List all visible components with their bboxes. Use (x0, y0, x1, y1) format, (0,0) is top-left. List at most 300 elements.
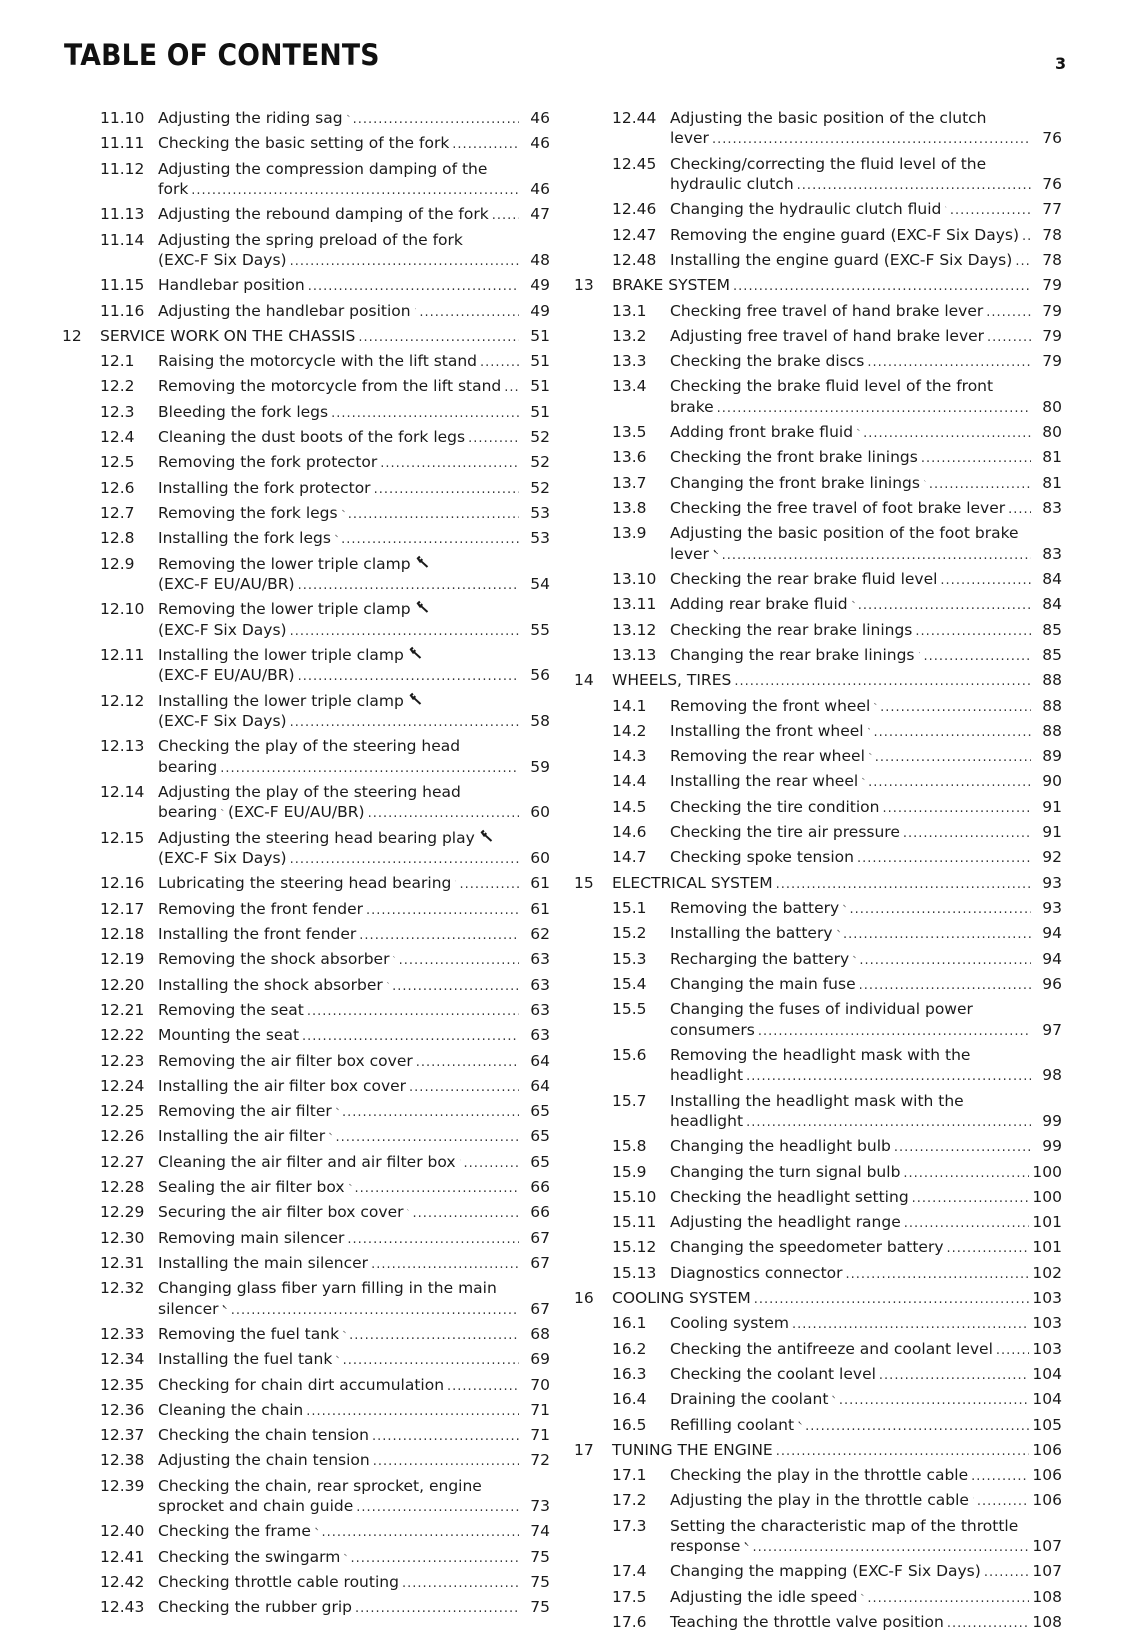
wrench-icon (869, 747, 872, 761)
entry-number: 15.12 (612, 1238, 657, 1257)
entry-number: 15.2 (612, 924, 647, 943)
toc-entry[interactable] (574, 847, 1062, 869)
dot-leader (231, 1301, 519, 1321)
entry-page: 78 (1042, 225, 1062, 244)
toc-entry[interactable] (574, 498, 1062, 520)
entry-number: 12.20 (100, 975, 145, 994)
entry-page: 79 (1042, 301, 1062, 320)
entry-title: (EXC-F Six Days) (158, 620, 287, 639)
dot-leader (733, 277, 1031, 297)
toc-entry[interactable] (574, 1237, 1062, 1259)
entry-number: 12.9 (100, 554, 135, 573)
entry-number: 17.2 (612, 1491, 647, 1510)
toc-entry[interactable] (574, 1313, 1062, 1335)
toc-entry[interactable] (574, 721, 1062, 743)
entry-title: Checking free travel of hand brake lever (670, 301, 984, 320)
toc-entry[interactable] (574, 771, 1062, 793)
entry-number: 13.11 (612, 595, 657, 614)
dot-leader (867, 353, 1031, 373)
entry-title: Checking the tire air pressure (670, 823, 900, 842)
toc-entry[interactable] (62, 402, 550, 424)
entry-page: 73 (530, 1497, 550, 1516)
dot-leader (776, 875, 1031, 895)
entry-title: bearing (158, 757, 218, 776)
entry-number: 12.19 (100, 950, 145, 969)
dot-leader (307, 1002, 519, 1022)
toc-entry[interactable] (574, 594, 1062, 616)
wrench-icon (336, 1102, 339, 1116)
toc-entry[interactable] (574, 1091, 1062, 1134)
toc-entry[interactable] (574, 999, 1062, 1042)
entry-title: Installing the lower triple clamp (158, 691, 404, 710)
entry-title: Checking the rear brake fluid level (670, 570, 938, 589)
entry-title: Checking the coolant level (670, 1364, 876, 1383)
entry-title: Recharging the battery (670, 949, 850, 968)
toc-entry[interactable] (574, 822, 1062, 844)
toc-entry[interactable] (62, 1253, 550, 1275)
entry-number: 12.35 (100, 1375, 145, 1394)
entry-page: 74 (530, 1522, 550, 1541)
dot-leader (850, 900, 1031, 920)
toc-entry[interactable] (62, 645, 550, 688)
entry-number: 17.1 (612, 1466, 647, 1485)
toc-entry[interactable] (574, 376, 1062, 419)
entry-page: 99 (1042, 1111, 1062, 1130)
entry-page: 79 (1042, 352, 1062, 371)
entry-number: 12.18 (100, 925, 145, 944)
dot-leader (290, 622, 519, 642)
toc-entry[interactable] (62, 351, 550, 373)
entry-number: 15.3 (612, 949, 647, 968)
toc-entry[interactable] (574, 447, 1062, 469)
toc-entry[interactable] (574, 1389, 1062, 1411)
toc-entry[interactable] (62, 230, 550, 273)
toc-entry[interactable] (574, 923, 1062, 945)
dot-leader (412, 1204, 519, 1224)
entry-number: 12.26 (100, 1127, 145, 1146)
toc-entry[interactable] (574, 154, 1062, 197)
toc-section[interactable] (574, 275, 1062, 297)
toc-entry[interactable] (574, 1162, 1062, 1184)
toc-entry[interactable] (574, 1561, 1062, 1583)
entry-page: 60 (530, 849, 550, 868)
toc-entry[interactable] (62, 1076, 550, 1098)
toc-entry[interactable] (62, 1278, 550, 1321)
entry-number: 12.29 (100, 1203, 145, 1222)
toc-entry[interactable] (574, 645, 1062, 667)
toc-section[interactable] (574, 873, 1062, 895)
toc-entry[interactable] (62, 503, 550, 525)
dot-leader (929, 475, 1031, 495)
dot-leader (298, 576, 519, 596)
page-number: 3 (1055, 54, 1067, 73)
toc-entry[interactable] (62, 1228, 550, 1250)
toc-entry[interactable] (62, 1000, 550, 1022)
wrench-icon (329, 1127, 332, 1141)
toc-section[interactable] (574, 1440, 1062, 1462)
entry-title: Checking the tire condition (670, 797, 880, 816)
dot-leader (331, 404, 519, 424)
toc-section[interactable] (62, 326, 550, 348)
dot-leader (356, 1498, 519, 1518)
dot-leader (879, 1366, 1029, 1386)
wrench-icon (837, 924, 840, 938)
dot-leader (374, 480, 519, 500)
wrench-icon (222, 1300, 227, 1314)
entry-page: 63 (530, 1026, 550, 1045)
toc-entry[interactable] (62, 1521, 550, 1543)
dot-leader (904, 1214, 1030, 1234)
entry-page: 70 (530, 1375, 550, 1394)
wrench-icon (415, 302, 417, 316)
entry-title: Checking spoke tension (670, 848, 854, 867)
dot-leader (903, 1164, 1029, 1184)
entry-title: Installing the lower triple clamp (158, 645, 404, 664)
entry-number: 12.11 (100, 645, 145, 664)
toc-entry[interactable] (62, 452, 550, 474)
entry-title: Installing the main silencer (158, 1253, 369, 1272)
entry-number: 13.13 (612, 645, 657, 664)
entry-number: 12.8 (100, 529, 135, 548)
entry-number: 12.24 (100, 1076, 145, 1095)
entry-page: 61 (530, 899, 550, 918)
entry-page: 76 (1042, 175, 1062, 194)
entry-number: 12.17 (100, 899, 145, 918)
toc-entry[interactable] (574, 351, 1062, 373)
dot-leader (335, 1128, 519, 1148)
toc-entry[interactable] (62, 1202, 550, 1224)
toc-entry[interactable] (62, 1025, 550, 1047)
wrench-icon (460, 1153, 461, 1167)
entry-page: 79 (1042, 326, 1062, 345)
toc-entry[interactable] (574, 569, 1062, 591)
entry-page: 64 (530, 1076, 550, 1095)
entry-page: 83 (1042, 544, 1062, 563)
dot-leader (859, 951, 1031, 971)
entry-title: Checking the headlight setting (670, 1187, 909, 1206)
dot-leader (1015, 252, 1031, 272)
entry-title: Removing the motorcycle from the lift stand (158, 377, 502, 396)
toc-entry[interactable] (62, 1177, 550, 1199)
wrench-icon (393, 950, 395, 964)
dot-leader (752, 1538, 1029, 1558)
wrench-icon (415, 600, 430, 614)
wrench-icon (407, 1203, 409, 1217)
toc-entry[interactable] (62, 924, 550, 946)
toc-entry[interactable] (62, 1400, 550, 1422)
dot-leader (343, 1351, 519, 1371)
toc-entry[interactable] (574, 1187, 1062, 1209)
toc-entry[interactable] (62, 1324, 550, 1346)
entry-title: Removing the battery (670, 898, 840, 917)
entry-title: bearing (158, 803, 218, 822)
toc-entry[interactable] (574, 1587, 1062, 1609)
dot-leader (792, 1315, 1029, 1335)
toc-entry[interactable] (62, 1375, 550, 1397)
entry-title: headlight (670, 1111, 744, 1130)
entry-page: 108 (1032, 1587, 1062, 1606)
toc-entry[interactable] (62, 1425, 550, 1447)
entry-number: 12.25 (100, 1102, 145, 1121)
toc-entry[interactable] (62, 478, 550, 500)
toc-entry[interactable] (62, 949, 550, 971)
entry-number: 12.47 (612, 225, 657, 244)
toc-entry[interactable] (62, 1152, 550, 1174)
entry-title: Refilling coolant (670, 1415, 795, 1434)
entry-title: Checking the brake discs (670, 352, 865, 371)
entry-title: Lubricating the steering head bearing (158, 874, 452, 893)
entry-page: 108 (1032, 1612, 1062, 1631)
toc-entry[interactable] (574, 974, 1062, 996)
toc-entry[interactable] (574, 1612, 1062, 1634)
dot-leader (308, 277, 519, 297)
entry-number: 14.4 (612, 772, 647, 791)
toc-entry[interactable] (62, 828, 550, 871)
toc-entry[interactable] (574, 696, 1062, 718)
toc-entry[interactable] (574, 1212, 1062, 1234)
dot-leader (468, 429, 519, 449)
toc-entry[interactable] (574, 1465, 1062, 1487)
toc-section[interactable] (574, 670, 1062, 692)
toc-entry[interactable] (574, 746, 1062, 768)
entry-title: Cleaning the dust boots of the fork legs (158, 428, 466, 447)
toc-entry[interactable] (574, 949, 1062, 971)
dot-leader (875, 748, 1031, 768)
toc-entry[interactable] (62, 1547, 550, 1569)
entry-title: Adding rear brake fluid (670, 595, 848, 614)
toc-entry[interactable] (574, 1045, 1062, 1088)
entry-title: Adjusting the rebound damping of the fork (158, 205, 489, 224)
entry-page: 51 (530, 402, 550, 421)
dot-leader (977, 1492, 1030, 1512)
toc-entry[interactable] (574, 523, 1062, 566)
dot-leader (306, 1402, 519, 1422)
entry-page: 107 (1032, 1562, 1062, 1581)
dot-leader (971, 1467, 1029, 1487)
entry-page: 63 (530, 975, 550, 994)
dot-leader (894, 1138, 1031, 1158)
toc-entry[interactable] (574, 898, 1062, 920)
entry-page: 69 (530, 1350, 550, 1369)
toc-entry[interactable] (62, 554, 550, 597)
entry-page: 80 (1042, 397, 1062, 416)
toc-entry[interactable] (62, 691, 550, 734)
toc-entry[interactable] (62, 133, 550, 155)
entry-page: 49 (530, 276, 550, 295)
dot-leader (402, 1574, 519, 1594)
dot-leader (460, 875, 520, 895)
wrench-icon (342, 504, 345, 518)
toc-entry[interactable] (62, 376, 550, 398)
entry-number: 13.12 (612, 620, 657, 639)
toc-entry[interactable] (62, 599, 550, 642)
entry-title: silencer (158, 1299, 219, 1318)
wrench-icon (455, 874, 456, 888)
wrench-icon (798, 1416, 802, 1430)
entry-title: Removing the front wheel (670, 696, 871, 715)
entry-number: 12.4 (100, 428, 135, 447)
toc-entry[interactable] (574, 225, 1062, 247)
toc-entry[interactable] (62, 1572, 550, 1594)
entry-title: Adjusting the basic position of the foot brake (670, 524, 1019, 543)
entry-title: Adjusting the spring preload of the fork (158, 230, 463, 249)
toc-entry[interactable] (62, 873, 550, 895)
page-title: TABLE OF CONTENTS (64, 38, 380, 72)
entry-title: hydraulic clutch (670, 175, 794, 194)
entry-title: Changing the turn signal bulb (670, 1162, 901, 1181)
entry-page: 63 (530, 950, 550, 969)
toc-section[interactable] (574, 1288, 1062, 1310)
toc-entry[interactable] (62, 275, 550, 297)
entry-page: 96 (1042, 974, 1062, 993)
entry-number: 11.14 (100, 230, 145, 249)
entry-page: 59 (530, 757, 550, 776)
dot-leader (712, 130, 1031, 150)
entry-page: 101 (1032, 1238, 1062, 1257)
dot-leader (302, 1027, 519, 1047)
toc-entry[interactable] (62, 782, 550, 825)
entry-title: fork (158, 180, 189, 198)
entry-number: 17.3 (612, 1516, 647, 1535)
toc-entry[interactable] (62, 204, 550, 226)
toc-entry[interactable] (574, 1136, 1062, 1158)
entry-title: Setting the characteristic map of the throttle (670, 1516, 1019, 1535)
entry-title: Draining the coolant (670, 1390, 829, 1409)
toc-entry[interactable] (62, 1597, 550, 1619)
toc-entry[interactable] (574, 1516, 1062, 1559)
toc-entry[interactable] (62, 736, 550, 779)
toc-entry[interactable] (62, 1450, 550, 1472)
dot-leader (452, 135, 519, 155)
dot-leader (857, 849, 1031, 869)
toc-entry[interactable] (574, 422, 1062, 444)
entry-title: consumers (670, 1020, 755, 1039)
wrench-icon (857, 423, 860, 437)
toc-entry[interactable] (62, 427, 550, 449)
entry-page: 60 (530, 803, 550, 822)
dot-leader (758, 1022, 1031, 1042)
entry-title: Adjusting the headlight range (670, 1213, 901, 1232)
toc-entry[interactable] (574, 199, 1062, 221)
wrench-icon (408, 646, 423, 660)
entry-title: Checking/correcting the fluid level of the (670, 154, 987, 173)
entry-number: 12.14 (100, 783, 145, 802)
dot-leader (371, 1255, 519, 1275)
wrench-icon (349, 1178, 352, 1192)
toc-entry[interactable] (574, 250, 1062, 272)
toc-entry[interactable] (62, 1051, 550, 1073)
toc-entry[interactable] (574, 326, 1062, 348)
entry-title: Adding front brake fluid (670, 423, 854, 442)
dot-leader (873, 723, 1031, 743)
wrench-icon (843, 899, 846, 913)
entry-number: 12.30 (100, 1228, 145, 1247)
entry-number: 15.5 (612, 1000, 647, 1019)
entry-page: 47 (530, 205, 550, 224)
toc-entry[interactable] (574, 473, 1062, 495)
entry-number: 12.48 (612, 251, 657, 269)
entry-number: 12.6 (100, 478, 135, 497)
toc-entry[interactable] (574, 301, 1062, 323)
toc-entry[interactable] (62, 159, 550, 202)
entry-number: 12.41 (100, 1547, 145, 1566)
entry-page: 100 (1032, 1162, 1062, 1181)
entry-title: Checking the basic setting of the fork (158, 134, 450, 153)
toc-entry[interactable] (574, 1364, 1062, 1386)
entry-number: 13.1 (612, 301, 647, 320)
entry-page: 68 (530, 1324, 550, 1343)
entry-number: 17.4 (612, 1562, 647, 1581)
toc-entry[interactable] (574, 620, 1062, 642)
dot-leader (353, 110, 519, 130)
entry-title: Installing the fork protector (158, 478, 371, 497)
toc-entry[interactable] (62, 1101, 550, 1123)
toc-entry[interactable] (62, 108, 550, 130)
entry-page: 67 (530, 1253, 550, 1272)
toc-entry[interactable] (62, 975, 550, 997)
toc-entry[interactable] (62, 1126, 550, 1148)
entry-title: Installing the headlight mask with the (670, 1091, 964, 1110)
entry-number: 12.27 (100, 1152, 145, 1171)
entry-title: Removing the shock absorber (158, 950, 390, 969)
wrench-icon (415, 555, 430, 569)
toc-entry[interactable] (62, 899, 550, 921)
toc-entry[interactable] (574, 1263, 1062, 1285)
entry-number: 11.12 (100, 159, 145, 178)
entry-number: 12.7 (100, 503, 135, 522)
entry-number: 14 (574, 671, 594, 690)
entry-number: 12.43 (100, 1598, 145, 1617)
entry-title: Removing the front fender (158, 899, 363, 918)
entry-number: 12.21 (100, 1000, 145, 1019)
entry-title: Installing the fork legs (158, 529, 331, 548)
entry-title: Removing the lower triple clamp (158, 554, 411, 573)
toc-entry[interactable] (574, 797, 1062, 819)
entry-title: ELECTRICAL SYSTEM (612, 873, 773, 892)
entry-number: 14.3 (612, 747, 647, 766)
entry-title: Checking the front brake linings (670, 448, 918, 467)
entry-number: 14.2 (612, 721, 647, 740)
entry-title: Adjusting the play in the throttle cable (670, 1491, 969, 1510)
dot-leader (734, 672, 1031, 692)
entry-title: TUNING THE ENGINE (612, 1440, 773, 1459)
entry-number: 12.45 (612, 154, 657, 173)
toc-entry[interactable] (574, 108, 1062, 151)
entry-title: Raising the motorcycle with the lift stand (158, 352, 478, 371)
wrench-icon (479, 829, 494, 843)
entry-title: Removing the rear wheel (670, 747, 865, 766)
toc-entry[interactable] (574, 1415, 1062, 1437)
entry-page: 88 (1042, 696, 1062, 715)
toc-entry[interactable] (62, 1349, 550, 1371)
entry-title: Removing the headlight mask with the (670, 1045, 971, 1064)
entry-title: Adjusting the compression damping of the (158, 159, 488, 178)
wrench-icon (852, 595, 855, 609)
toc-entry[interactable] (62, 528, 550, 550)
toc-entry[interactable] (62, 1476, 550, 1519)
entry-title: lever (670, 129, 709, 148)
entry-number: 12.23 (100, 1051, 145, 1070)
dot-leader (903, 824, 1031, 844)
entry-title: Checking the frame (158, 1522, 311, 1541)
entry-page: 103 (1032, 1289, 1062, 1308)
toc-entry[interactable] (574, 1339, 1062, 1361)
entry-page: 65 (530, 1127, 550, 1146)
toc-entry[interactable] (62, 301, 550, 323)
entry-number: 15.13 (612, 1263, 657, 1282)
dot-leader (1008, 500, 1031, 520)
toc-entry[interactable] (574, 1490, 1062, 1512)
